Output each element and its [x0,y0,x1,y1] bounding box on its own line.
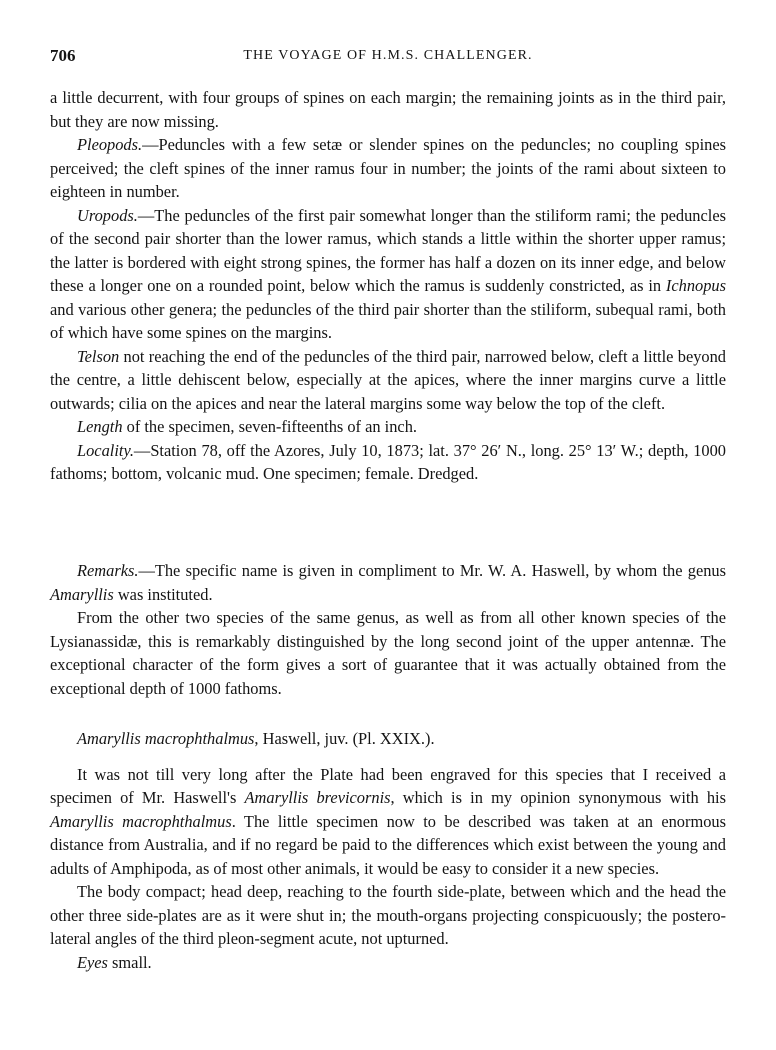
species-p1-text-c: . The little specimen now to be described was taken at an enormous distance from Australia, and if no regard be paid to the differences which exist between the young and adults of Amphipoda, as of most other animals, it would be easy to consider it a new species. [50,811,726,878]
remarks-label: Remarks. [77,561,139,580]
species-name: Amaryllis macrophthalmus [77,729,255,748]
uropods-text-a: —The peduncles of the first pair somewhat longer than the stiliform rami; the peduncles of the second pair shorter than the lower ramus, which stands a little within the shorter upper ramus; the latter is bordered with eight strong spines, the former has half a dozen on its inner edge, and below these a longer one on a rounded point, below which the ramus is suddenly constricted, as in [50,205,726,295]
remarks-text-b: was instituted. [113,584,213,604]
species-p1-name-1: Amaryllis brevicornis [244,788,391,807]
uropods-text-b: and various other genera; the peduncles of the third pair shorter than the stiliform, subequal rami, both of which have some spines on the margins. [50,299,726,342]
paragraph-remarks [50,559,726,606]
length-label: Length [77,417,123,436]
remarks-text-a: —The specific name is given in compliment to Mr. W. A. Haswell, by whom the genus [138,561,726,580]
locality-label: Locality. [77,440,134,460]
species-p1-text-a: It was not till very long after the Plate had been engraved for this species that I received a specimen of Mr. Haswell's [50,764,726,807]
paragraph-locality [50,439,726,486]
eyes-text: small. [107,952,152,972]
telson-text: not reaching the end of the peduncles of the third pair, narrowed below, cleft a little beyond the centre, a little dehiscent below, especially at the apices, where the inner margins curve a little outwards; cilia on the apices and near the lateral margins some way below the top of the cleft. [50,346,726,413]
uropods-label: Uropods. [77,205,138,225]
uropods-genus: Ichnopus [665,276,726,295]
species-p1-text-b: , which is in my opinion synonymous with his [390,788,726,807]
pleopods-label: Pleopods. [77,135,143,154]
pleopods-text: —Peduncles with a few setæ or slender spines on the peduncles; no coupling spines perceived; the cleft spines of the inner ramus four in number; the joints of the rami about sixteen to eighteen in number. [50,135,726,201]
description-section [50,86,726,486]
paragraph-length [50,415,726,439]
paragraph-pleopods [50,133,726,204]
paragraph-continuation: a little decurrent, with four groups of spines on each margin; the remaining joints as in the third pair, but they are now missing. [50,88,726,131]
paragraph-species-1 [50,763,726,881]
page-number: 706 [50,46,76,65]
paragraph-remarks-2: From the other two species of the same genus, as well as from all other known species of the Lysianassidæ, this is remarkably distinguished by the long second joint of the upper antennæ. The exceptional character of the form gives a sort of guarantee that it was actually obtained from the exceptional depth of 1000 fathoms. [50,608,726,698]
running-title: THE VOYAGE OF H.M.S. CHALLENGER. [243,48,533,63]
eyes-label: Eyes [77,952,108,972]
species-section [50,727,726,974]
paragraph-species-2: The body compact; head deep, reaching to the fourth side-plate, between which and the head the other three side-plates are as it were shut in; the mouth-organs projecting conspicuously; the postero-lateral angles of the third pleon-segment acute, not upturned. [50,882,726,948]
page-header [50,46,726,70]
paragraph-telson [50,345,726,416]
remarks-genus: Amaryllis [50,584,114,604]
telson-label: Telson [77,346,120,366]
species-p1-name-2: Amaryllis macrophthalmus [50,811,232,831]
species-heading [50,727,726,751]
species-authority: , Haswell, juv. (Pl. XXIX.). [254,729,435,748]
remarks-section [50,559,726,700]
paragraph-uropods [50,204,726,345]
paragraph-eyes [50,951,726,975]
length-text: of the specimen, seven-fifteenths of an inch. [122,417,418,436]
locality-text: —Station 78, off the Azores, July 10, 1873; lat. 37° 26′ N., long. 25° 13′ W.; depth, 1000 fathoms; bottom, volcanic mud. One specimen; female. Dredged. [50,440,726,483]
